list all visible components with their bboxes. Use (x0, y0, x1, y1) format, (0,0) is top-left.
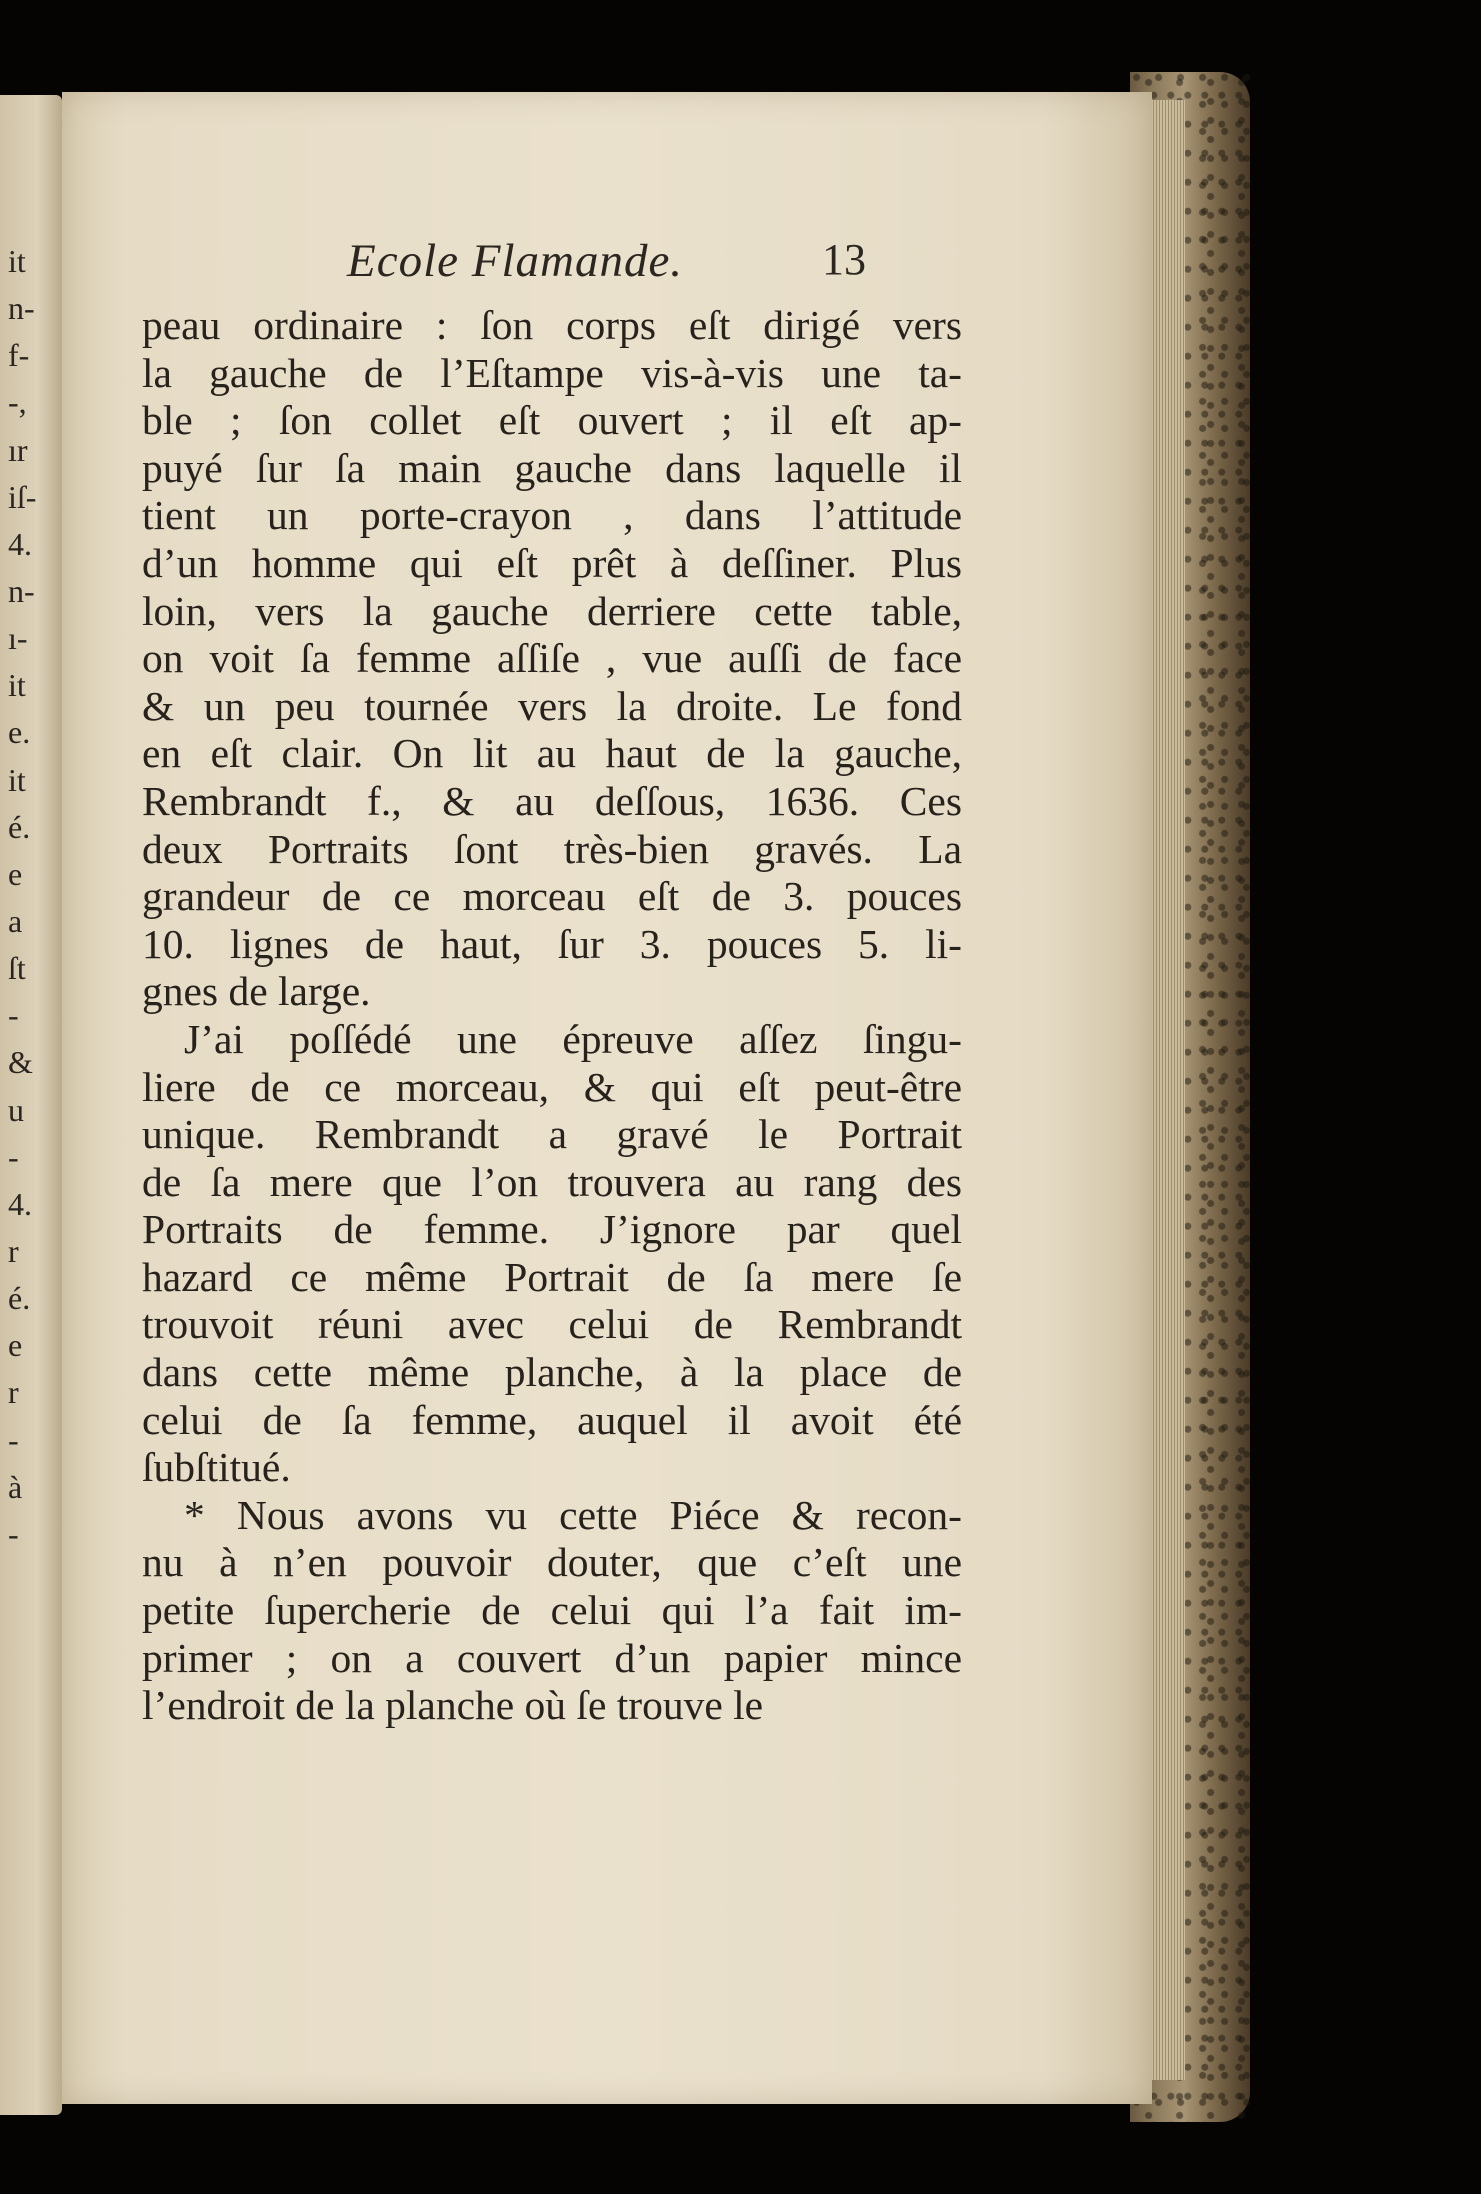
text-line: & un peu tournée vers la droite. Le fond (142, 682, 962, 729)
text-line: ſubſtitué. (142, 1444, 291, 1491)
text-line: peau ordinaire : ſon corps eſt dirigé vers (142, 302, 962, 348)
text-line: primer ; on a couvert d’un papier mince (142, 1634, 962, 1681)
text-line: J’ai poſſédé une épreuve aſſez ſingu- (184, 1015, 962, 1062)
text-line: tient un porte-crayon , dans l’attitude (142, 492, 962, 539)
left-page-fragment: 4. (8, 1185, 32, 1222)
running-head-title: Ecole Flamande. (347, 235, 684, 287)
text-line: * Nous avons vu cette Piéce & recon- (184, 1491, 962, 1538)
left-page-fragment: n- (8, 573, 35, 609)
text-line: deux Portraits ſont très-bien gravés. La (142, 825, 962, 872)
left-page-fragment: e (8, 1327, 23, 1364)
left-page-fragment: à (8, 1468, 23, 1505)
text-line: l’endroit de la planche où ſe trouve le (142, 1682, 764, 1729)
text-line: Portraits de femme. J’ignore par quel (142, 1206, 962, 1253)
book-page (62, 92, 1152, 2104)
text-line: Rembrandt f., & au deſſous, 1636. Ces (142, 777, 962, 824)
left-page-fragment: ſt (8, 950, 26, 987)
left-page-fragment: e. (8, 714, 31, 751)
body-text (142, 302, 962, 1730)
text-line: puyé ſur ſa main gauche dans laquelle il (142, 444, 962, 491)
left-page-fragment: it (8, 667, 26, 704)
text-line: on voit ſa femme aſſiſe , vue auſſi de face (142, 635, 962, 682)
text-line: loin, vers la gauche derriere cette table, (142, 587, 962, 634)
left-page-fragment: iſ- (8, 478, 37, 515)
text-line: nu à n’en pouvoir douter, que c’eſt une (142, 1539, 962, 1586)
left-page-fragment: r (8, 1233, 19, 1270)
left-page-fragment: -, (8, 384, 27, 421)
left-page-fragment: é. (8, 808, 31, 845)
left-page-fragment: f- (8, 337, 30, 374)
left-page-fragment: it (8, 243, 26, 279)
left-page-fragment: & (8, 1044, 33, 1081)
page-number: 13 (822, 235, 866, 284)
text-line: celui de ſa femme, auquel il avoit été (142, 1396, 962, 1443)
left-page-fragment: e (8, 855, 23, 892)
left-page-fragment: - (8, 1515, 19, 1552)
text-line: la gauche de l’Eſtampe vis-à-vis une ta- (142, 349, 962, 396)
text-line: liere de ce morceau, & qui eſt peut-être (142, 1063, 962, 1110)
paragraph (142, 1016, 962, 1492)
text-line: de ſa mere que l’on trouvera au rang des (142, 1158, 962, 1205)
text-line: unique. Rembrandt a gravé le Portrait (142, 1111, 962, 1158)
left-page-fragment: r (8, 1374, 19, 1411)
left-page-fragment: ır (8, 431, 28, 468)
left-page-fragment: 4. (8, 525, 32, 562)
text-line: gnes de large. (142, 968, 371, 1015)
left-page-fragment: u (8, 1091, 24, 1128)
left-page-fragment: it (8, 761, 26, 798)
left-page-fragment: - (8, 1138, 19, 1175)
running-head (62, 234, 1152, 294)
left-page-fragment: - (8, 1421, 19, 1458)
text-line: hazard ce même Portrait de ſa mere ſe (142, 1253, 962, 1300)
text-line: d’un homme qui eſt prêt à deſſiner. Plus (142, 539, 962, 586)
text-line: petite ſupercherie de celui qui l’a fait im- (142, 1587, 962, 1634)
left-page-fragment: - (8, 997, 19, 1034)
left-page-fragment: a (8, 903, 23, 940)
left-page-fragment: é. (8, 1280, 31, 1317)
paragraph (142, 302, 962, 1016)
text-line: trouvoit réuni avec celui de Rembrandt (142, 1301, 962, 1348)
text-line: grandeur de ce morceau eſt de 3. pouces (142, 873, 962, 920)
left-page-fragment: n- (8, 290, 35, 327)
left-page-edge (0, 95, 62, 2115)
text-line: 10. lignes de haut, ſur 3. pouces 5. li- (142, 920, 962, 967)
left-page-fragment: ı- (8, 620, 28, 657)
text-line: ble ; ſon collet eſt ouvert ; il eſt ap- (142, 397, 962, 444)
text-line: dans cette même planche, à la place de (142, 1349, 962, 1396)
text-line: en eſt clair. On lit au haut de la gauche, (142, 730, 962, 777)
paragraph (142, 1492, 962, 1730)
